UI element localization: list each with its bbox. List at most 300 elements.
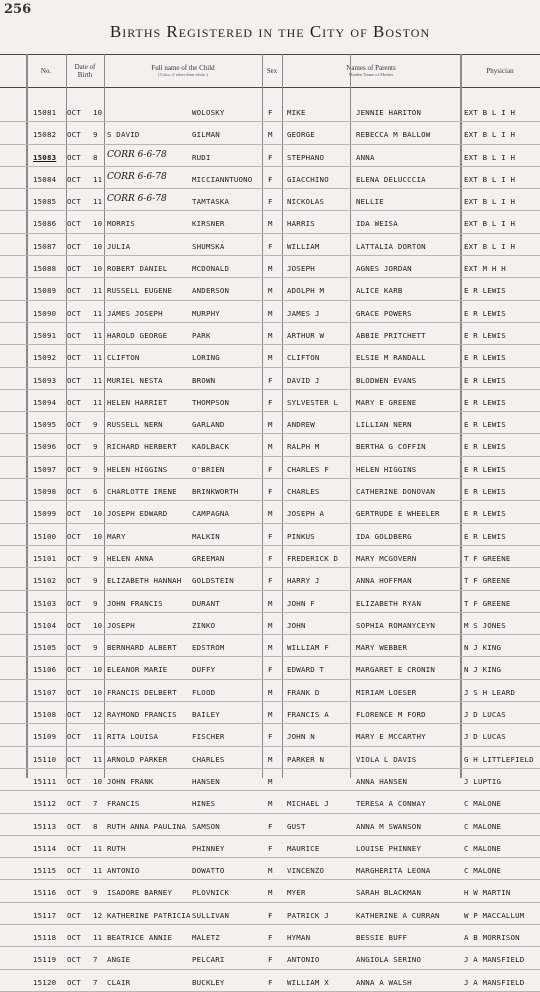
mother-maiden-name: CATHERINE DONOVAN [356, 487, 436, 497]
mother-maiden-name: LATTALIA DORTON [356, 241, 426, 251]
mother-maiden-name: LILLIAN NERN [356, 420, 412, 430]
birth-month: OCT [67, 308, 81, 318]
table-row [0, 568, 540, 590]
birth-day: 10 [93, 665, 103, 675]
correction-note: CORR 6-6-78 [107, 171, 167, 182]
entry-number: 15119 [33, 955, 57, 965]
header-no: No. [40, 66, 52, 75]
birth-day: 9 [93, 442, 98, 452]
birth-day: 11 [93, 932, 103, 942]
entry-number: 15097 [33, 464, 57, 474]
father-name: MYER [287, 888, 306, 898]
mother-maiden-name: SOPHIA ROMANYCEYN [356, 620, 436, 630]
table-row [0, 457, 540, 479]
child-given-name: HELEN HIGGINS [107, 464, 168, 474]
child-given-name: MARY [107, 531, 126, 541]
child-given-name: ANTONIO [107, 866, 140, 876]
child-surname: DUFFY [192, 665, 216, 675]
physician-name: EXT B L I H [464, 152, 516, 162]
physician-name: C MALONE [464, 843, 502, 853]
entry-number: 15100 [33, 531, 57, 541]
child-sex: M [268, 219, 273, 229]
child-sex: M [268, 598, 273, 608]
child-surname: PELCARI [192, 955, 225, 965]
child-sex: F [268, 932, 273, 942]
child-given-name: FRANCIS DELBERT [107, 687, 177, 697]
child-sex: F [268, 910, 273, 920]
child-surname: THOMPSON [192, 397, 230, 407]
birth-month: OCT [67, 643, 81, 653]
child-surname: HINES [192, 799, 216, 809]
entry-number: 15085 [33, 197, 57, 207]
physician-name: E R LEWIS [464, 308, 506, 318]
entry-number: 15103 [33, 598, 57, 608]
page-number: 256 [4, 2, 32, 17]
child-surname: SAMSON [192, 821, 220, 831]
child-sex: F [268, 553, 273, 563]
entry-number: 15105 [33, 643, 57, 653]
mother-maiden-name: HELEN HIGGINS [356, 464, 417, 474]
child-given-name: RUSSELL EUGENE [107, 286, 173, 296]
physician-name: J D LUCAS [464, 710, 506, 720]
child-surname: MICCIANNTUONO [192, 174, 253, 184]
physician-name: J LUPTIG [464, 776, 502, 786]
child-sex: F [268, 397, 273, 407]
physician-name: J A MANSFIELD [464, 955, 525, 965]
physician-name: E R LEWIS [464, 509, 506, 519]
entry-number: 15114 [33, 843, 57, 853]
physician-name: E R LEWIS [464, 330, 506, 340]
birth-month: OCT [67, 375, 81, 385]
mother-maiden-name: MARGHERITA LEONA [356, 866, 431, 876]
birth-day: 9 [93, 598, 98, 608]
father-name: DAVID J [287, 375, 320, 385]
mother-maiden-name: BESSIE BUFF [356, 932, 408, 942]
mother-maiden-name: SARAH BLACKMAN [356, 888, 422, 898]
child-surname: EDSTROM [192, 643, 225, 653]
mother-maiden-name: MARY E GREENE [356, 397, 417, 407]
mother-maiden-name: ELENA DELUCCCIA [356, 174, 426, 184]
entry-number: 15095 [33, 420, 57, 430]
father-name: SYLVESTER L [287, 397, 339, 407]
mother-maiden-name: IDA GOLDBERG [356, 531, 412, 541]
child-surname: BRINKWORTH [192, 487, 239, 497]
father-name: WILLIAM F [287, 643, 329, 653]
father-name: FREDERICK D [287, 553, 339, 563]
child-given-name: MORRIS [107, 219, 135, 229]
child-sex: F [268, 531, 273, 541]
child-surname: GILMAN [192, 130, 220, 140]
child-given-name: ANGIE [107, 955, 131, 965]
child-surname: SHUMSKA [192, 241, 225, 251]
child-sex: M [268, 130, 273, 140]
entry-number: 15083 [33, 152, 57, 162]
father-name: ANTONIO [287, 955, 320, 965]
birth-month: OCT [67, 687, 81, 697]
father-name: FRANK D [287, 687, 320, 697]
birth-month: OCT [67, 665, 81, 675]
table-row [0, 657, 540, 679]
father-name: CHARLES [287, 487, 320, 497]
child-sex: F [268, 174, 273, 184]
birth-month: OCT [67, 442, 81, 452]
entry-number: 15113 [33, 821, 57, 831]
birth-month: OCT [67, 955, 81, 965]
child-sex: M [268, 308, 273, 318]
header-physician: Physician [486, 66, 514, 75]
father-name: GUST [287, 821, 306, 831]
table-row [0, 368, 540, 390]
birth-month: OCT [67, 932, 81, 942]
table-row [0, 680, 540, 702]
child-surname: MURPHY [192, 308, 220, 318]
father-name: MAURICE [287, 843, 320, 853]
father-name: JOHN F [287, 598, 315, 608]
child-surname: BROWN [192, 375, 216, 385]
birth-month: OCT [67, 821, 81, 831]
birth-day: 10 [93, 687, 103, 697]
birth-day: 11 [93, 754, 103, 764]
child-given-name: ISADORE BARNEY [107, 888, 173, 898]
child-sex: F [268, 464, 273, 474]
birth-month: OCT [67, 910, 81, 920]
child-surname: FLOOD [192, 687, 216, 697]
birth-month: OCT [67, 509, 81, 519]
table-row [0, 301, 540, 323]
child-surname: LORING [192, 353, 220, 363]
birth-month: OCT [67, 977, 81, 987]
child-surname: GOLDSTEIN [192, 576, 234, 586]
child-given-name: CLAIR [107, 977, 131, 987]
physician-name: EXT B L I H [464, 241, 516, 251]
mother-maiden-name: GRACE POWERS [356, 308, 412, 318]
entry-number: 15094 [33, 397, 57, 407]
table-row [0, 613, 540, 635]
physician-name: E R LEWIS [464, 286, 506, 296]
birth-day: 11 [93, 866, 103, 876]
father-name: GIACCHINO [287, 174, 329, 184]
child-surname: O'BRIEN [192, 464, 225, 474]
birth-month: OCT [67, 197, 81, 207]
mother-maiden-name: ELIZABETH RYAN [356, 598, 422, 608]
entry-number: 15111 [33, 776, 57, 786]
entry-number: 15087 [33, 241, 57, 251]
father-name: JOHN [287, 620, 306, 630]
child-surname: MCDONALD [192, 264, 230, 274]
child-sex: M [268, 866, 273, 876]
entry-number: 15089 [33, 286, 57, 296]
child-given-name: RAYMOND FRANCIS [107, 710, 177, 720]
birth-month: OCT [67, 487, 81, 497]
birth-day: 11 [93, 375, 103, 385]
father-name: ARTHUR W [287, 330, 325, 340]
father-name: NICKOLAS [287, 197, 325, 207]
child-surname: MALETZ [192, 932, 220, 942]
child-sex: M [268, 620, 273, 630]
physician-name: G H LITTLEFIELD [464, 754, 534, 764]
entry-number: 15096 [33, 442, 57, 452]
child-surname: CHARLES [192, 754, 225, 764]
physician-name: C MALONE [464, 866, 502, 876]
father-name: CHARLES F [287, 464, 329, 474]
table-row [0, 211, 540, 233]
table-row [0, 234, 540, 256]
child-given-name: ELEANOR MARIE [107, 665, 168, 675]
birth-day: 7 [93, 977, 98, 987]
mother-maiden-name: ANGIOLA SERINO [356, 955, 422, 965]
child-sex: F [268, 977, 273, 987]
father-name: FRANCIS A [287, 710, 329, 720]
father-name: HYMAN [287, 932, 311, 942]
child-surname: SULLIVAN [192, 910, 230, 920]
physician-name: C MALONE [464, 821, 502, 831]
birth-day: 9 [93, 643, 98, 653]
birth-day: 10 [93, 108, 103, 117]
mother-maiden-name: ALICE KARB [356, 286, 403, 296]
child-given-name: JOHN FRANK [107, 776, 154, 786]
child-sex: M [268, 710, 273, 720]
child-surname: PARK [192, 330, 211, 340]
table-row [0, 145, 540, 167]
table-row [0, 791, 540, 813]
child-surname: KIRSNER [192, 219, 225, 229]
entry-number: 15088 [33, 264, 57, 274]
child-surname: BAILEY [192, 710, 220, 720]
child-sex: M [268, 264, 273, 274]
child-sex: F [268, 843, 273, 853]
mother-maiden-name: LOUISE PHINNEY [356, 843, 422, 853]
entry-number: 15091 [33, 330, 57, 340]
birth-month: OCT [67, 330, 81, 340]
mother-maiden-name: ANNA HANSEN [356, 776, 408, 786]
birth-month: OCT [67, 264, 81, 274]
birth-month: OCT [67, 397, 81, 407]
father-name: ANDREW [287, 420, 315, 430]
birth-day: 11 [93, 732, 103, 742]
mother-maiden-name: ANNA A WALSH [356, 977, 412, 987]
birth-day: 9 [93, 888, 98, 898]
birth-month: OCT [67, 241, 81, 251]
table-row [0, 390, 540, 412]
birth-month: OCT [67, 152, 81, 162]
mother-maiden-name: IDA WEISA [356, 219, 398, 229]
entry-number: 15086 [33, 219, 57, 229]
birth-day: 9 [93, 576, 98, 586]
birth-day: 12 [93, 910, 103, 920]
father-name: VINCENZO [287, 866, 325, 876]
physician-name: E R LEWIS [464, 353, 506, 363]
mother-maiden-name: TERESA A CONWAY [356, 799, 426, 809]
child-surname: HANSEN [192, 776, 220, 786]
birth-month: OCT [67, 843, 81, 853]
birth-month: OCT [67, 576, 81, 586]
physician-name: E R LEWIS [464, 420, 506, 430]
child-given-name: ELIZABETH HANNAH [107, 576, 182, 586]
table-row [0, 323, 540, 345]
child-sex: F [268, 197, 273, 207]
birth-month: OCT [67, 776, 81, 786]
child-given-name: HELEN ANNA [107, 553, 154, 563]
father-name: STEPHANO [287, 152, 325, 162]
physician-name: EXT B L I H [464, 174, 516, 184]
birth-month: OCT [67, 620, 81, 630]
mother-maiden-name: MIRIAM LOESER [356, 687, 417, 697]
birth-day: 7 [93, 799, 98, 809]
page-title: Births Registered in the City of Boston [109, 22, 431, 41]
child-sex: F [268, 665, 273, 675]
mother-maiden-name: ELSIE M RANDALL [356, 353, 426, 363]
child-surname: KAOLBACK [192, 442, 230, 452]
entry-number: 15107 [33, 687, 57, 697]
entry-number: 15099 [33, 509, 57, 519]
father-name: HARRY J [287, 576, 320, 586]
birth-day: 10 [93, 531, 103, 541]
father-name: MIKE [287, 108, 306, 117]
birth-day: 7 [93, 955, 98, 965]
child-given-name: KATHERINE PATRICIA [107, 910, 191, 920]
entry-number: 15109 [33, 732, 57, 742]
mother-maiden-name: BERTHA G COFFIN [356, 442, 426, 452]
entry-number: 15090 [33, 308, 57, 318]
entry-number: 15082 [33, 130, 57, 140]
child-sex: M [268, 776, 273, 786]
mother-maiden-name: AGNES JORDAN [356, 264, 412, 274]
entry-number: 15104 [33, 620, 57, 630]
father-name: JOSEPH [287, 264, 315, 274]
father-name: CLIFTON [287, 353, 320, 363]
entry-number: 15110 [33, 754, 57, 764]
child-sex: F [268, 732, 273, 742]
birth-month: OCT [67, 108, 81, 117]
mother-maiden-name: BLODWEN EVANS [356, 375, 417, 385]
child-sex: M [268, 330, 273, 340]
mother-maiden-name: MARY MCGOVERN [356, 553, 417, 563]
birth-day: 8 [93, 152, 98, 162]
column-header-row [0, 54, 540, 88]
header-parents: Names of Parents Maiden Name of Mother [346, 64, 396, 78]
table-row [0, 903, 540, 925]
father-name: PATRICK J [287, 910, 329, 920]
entry-number: 15112 [33, 799, 57, 809]
child-sex: M [268, 442, 273, 452]
physician-name: EXT B L I H [464, 130, 516, 140]
table-row [0, 122, 540, 144]
birth-month: OCT [67, 888, 81, 898]
entry-number: 15098 [33, 487, 57, 497]
birth-month: OCT [67, 464, 81, 474]
birth-day: 10 [93, 264, 103, 274]
table-row [0, 345, 540, 367]
child-sex: F [268, 576, 273, 586]
table-row [0, 412, 540, 434]
table-row [0, 501, 540, 523]
entry-number: 15108 [33, 710, 57, 720]
child-given-name: JOHN FRANCIS [107, 598, 163, 608]
child-sex: F [268, 241, 273, 251]
father-name: EDWARD T [287, 665, 325, 675]
table-row [0, 769, 540, 791]
physician-name: J D LUCAS [464, 732, 506, 742]
birth-month: OCT [67, 420, 81, 430]
physician-name: E R LEWIS [464, 531, 506, 541]
child-sex: M [268, 687, 273, 697]
birth-month: OCT [67, 732, 81, 742]
child-given-name: ARNOLD PARKER [107, 754, 168, 764]
mother-maiden-name: NELLIE [356, 197, 384, 207]
entry-number: 15101 [33, 553, 57, 563]
physician-name: T F GREENE [464, 598, 511, 608]
child-surname: DOWATTO [192, 866, 225, 876]
table-row [0, 724, 540, 746]
table-row [0, 100, 540, 122]
child-given-name: HELEN HARRIET [107, 397, 168, 407]
entry-number: 15084 [33, 174, 57, 184]
child-given-name: CLIFTON [107, 353, 140, 363]
birth-day: 9 [93, 130, 98, 140]
father-name: PINKUS [287, 531, 315, 541]
child-given-name: ROBERT DANIEL [107, 264, 168, 274]
child-surname: RUDI [192, 152, 211, 162]
table-row [0, 858, 540, 880]
mother-maiden-name: JENNIE HARITON [356, 108, 422, 117]
mother-maiden-name: KATHERINE A CURRAN [356, 910, 440, 920]
child-given-name: FRANCIS [107, 799, 140, 809]
physician-name: J A MANSFIELD [464, 977, 525, 987]
child-surname: ANDERSON [192, 286, 230, 296]
mother-maiden-name: MARY E MCCARTHY [356, 732, 426, 742]
mother-maiden-name: ANNA M SWANSON [356, 821, 422, 831]
table-row [0, 546, 540, 568]
child-given-name: JOSEPH EDWARD [107, 509, 168, 519]
birth-day: 11 [93, 174, 103, 184]
physician-name: H W MARTIN [464, 888, 511, 898]
father-name: JOHN N [287, 732, 315, 742]
child-sex: M [268, 643, 273, 653]
birth-month: OCT [67, 710, 81, 720]
child-sex: M [268, 286, 273, 296]
birth-day: 11 [93, 353, 103, 363]
mother-maiden-name: REBECCA M BALLOW [356, 130, 431, 140]
table-row [0, 814, 540, 836]
child-sex: F [268, 375, 273, 385]
birth-day: 8 [93, 821, 98, 831]
birth-day: 9 [93, 420, 98, 430]
physician-name: T F GREENE [464, 576, 511, 586]
entry-number: 15117 [33, 910, 57, 920]
child-sex: F [268, 108, 273, 117]
physician-name: E R LEWIS [464, 442, 506, 452]
father-name: HARRIS [287, 219, 315, 229]
birth-day: 10 [93, 776, 103, 786]
mother-maiden-name: ANNA [356, 152, 375, 162]
physician-name: EXT M H H [464, 264, 506, 274]
child-given-name: JULIA [107, 241, 131, 251]
mother-maiden-name: MARGARET E CRONIN [356, 665, 436, 675]
birth-day: 11 [93, 308, 103, 318]
child-surname: GARLAND [192, 420, 225, 430]
birth-month: OCT [67, 754, 81, 764]
correction-note: CORR 6-6-78 [107, 194, 167, 205]
birth-day: 10 [93, 620, 103, 630]
physician-name: C MALONE [464, 799, 502, 809]
table-row [0, 524, 540, 546]
table-row [0, 970, 540, 992]
child-given-name: JOSEPH [107, 620, 135, 630]
child-surname: TAMTASKA [192, 197, 230, 207]
child-given-name: HAROLD GEORGE [107, 330, 168, 340]
physician-name: E R LEWIS [464, 464, 506, 474]
entry-number: 15106 [33, 665, 57, 675]
